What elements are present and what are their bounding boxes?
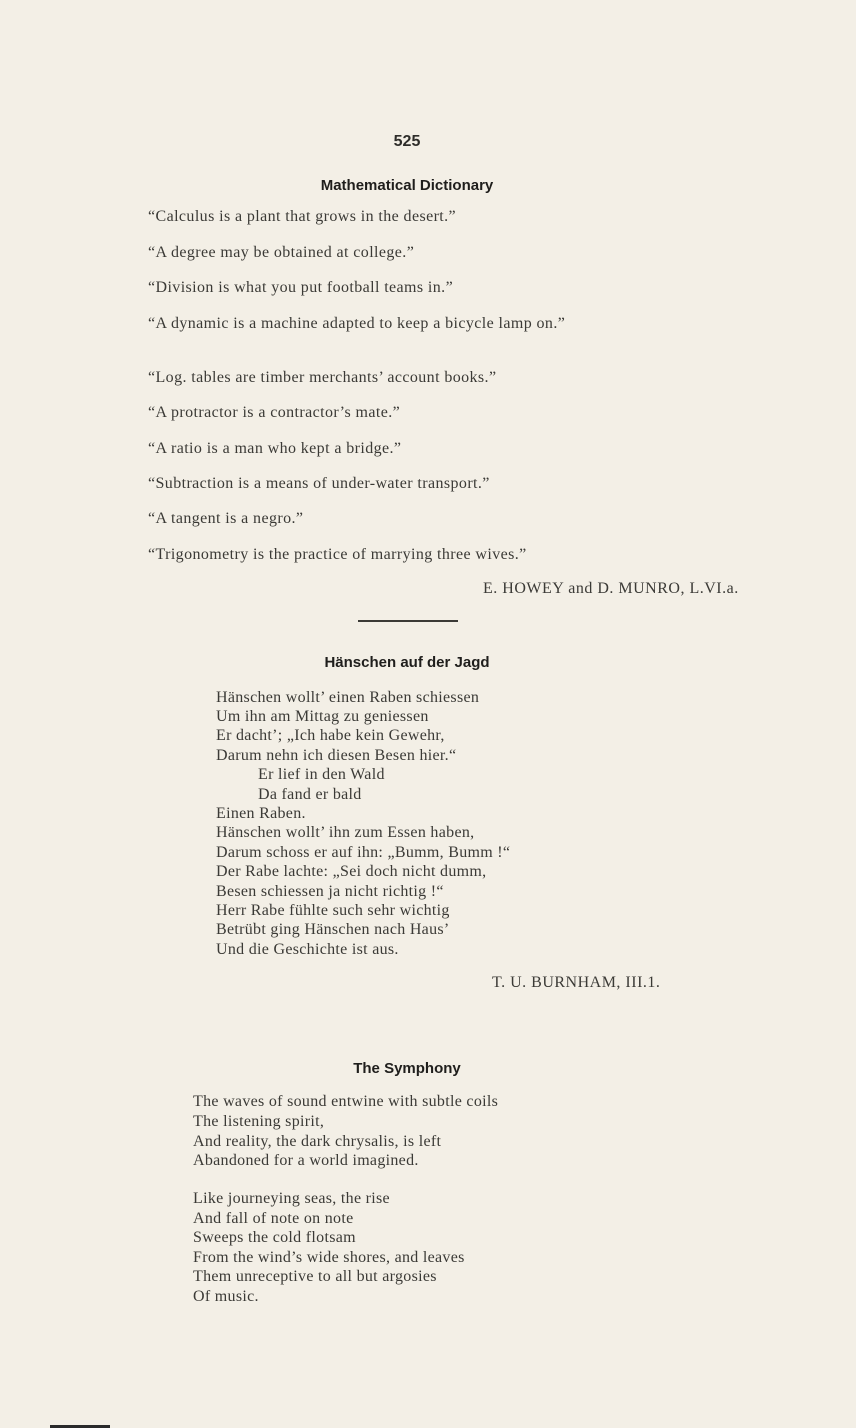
poem-line: Der Rabe lachte: „Sei doch nicht dumm,: [216, 863, 487, 880]
dictionary-item: “A ratio is a man who kept a bridge.”: [148, 440, 402, 457]
poem-line: Besen schiessen ja nicht richtig !“: [216, 883, 444, 900]
dictionary-item: “Division is what you put football teams in.”: [148, 279, 454, 296]
poem-line: Like journeying seas, the rise: [193, 1190, 390, 1207]
dictionary-item: “A tangent is a negro.”: [148, 510, 304, 527]
poem-line: Hänschen wollt’ ihn zum Essen haben,: [216, 824, 475, 841]
dictionary-item: “Subtraction is a means of under-water transport.”: [148, 475, 490, 492]
section-heading-haenschen: Hänschen auf der Jagd: [324, 654, 490, 671]
poem-line: Darum nehn ich diesen Besen hier.“: [216, 747, 457, 764]
dictionary-item: “Trigonometry is the practice of marrying three wives.”: [148, 546, 527, 563]
poem-line: Of music.: [193, 1288, 259, 1305]
dictionary-item: “A protractor is a contractor’s mate.”: [148, 404, 401, 421]
poem-line: The waves of sound entwine with subtle coils: [193, 1093, 499, 1110]
poem-line: Betrübt ging Hänschen nach Haus’: [216, 921, 450, 938]
dictionary-item: “A dynamic is a machine adapted to keep a bicycle lamp on.”: [148, 315, 566, 332]
poem-line: Them unreceptive to all but argosies: [193, 1268, 437, 1285]
dictionary-item: “Calculus is a plant that grows in the desert.”: [148, 208, 457, 225]
signature-dictionary: E. HOWEY and D. MUNRO, L.VI.a.: [483, 580, 739, 597]
signature-haenschen: T. U. BURNHAM, III.1.: [492, 974, 661, 991]
poem-line: From the wind’s wide shores, and leaves: [193, 1249, 465, 1266]
poem-line: Um ihn am Mittag zu geniessen: [216, 708, 429, 725]
page-number: 525: [393, 133, 421, 150]
poem-line: Hänschen wollt’ einen Raben schiessen: [216, 689, 480, 706]
poem-line: Darum schoss er auf ihn: „Bumm, Bumm !“: [216, 844, 511, 861]
dictionary-item: “A degree may be obtained at college.”: [148, 244, 415, 261]
poem-line: Herr Rabe fühlte such sehr wichtig: [216, 902, 450, 919]
poem-line: Er lief in den Wald: [258, 766, 385, 783]
poem-line: And fall of note on note: [193, 1210, 354, 1227]
poem-line: The listening spirit,: [193, 1113, 325, 1130]
poem-line: Da fand er bald: [258, 786, 362, 803]
poem-line: Und die Geschichte ist aus.: [216, 941, 399, 958]
poem-line: Einen Raben.: [216, 805, 306, 822]
poem-line: Er dacht’; „Ich habe kein Gewehr,: [216, 727, 445, 744]
poem-line: Sweeps the cold flotsam: [193, 1229, 356, 1246]
section-heading-dictionary: Mathematical Dictionary: [320, 177, 494, 194]
dictionary-item: “Log. tables are timber merchants’ account books.”: [148, 369, 497, 386]
section-divider: [358, 620, 458, 622]
section-heading-symphony: The Symphony: [353, 1060, 461, 1077]
poem-line: Abandoned for a world imagined.: [193, 1152, 419, 1169]
poem-line: And reality, the dark chrysalis, is left: [193, 1133, 442, 1150]
